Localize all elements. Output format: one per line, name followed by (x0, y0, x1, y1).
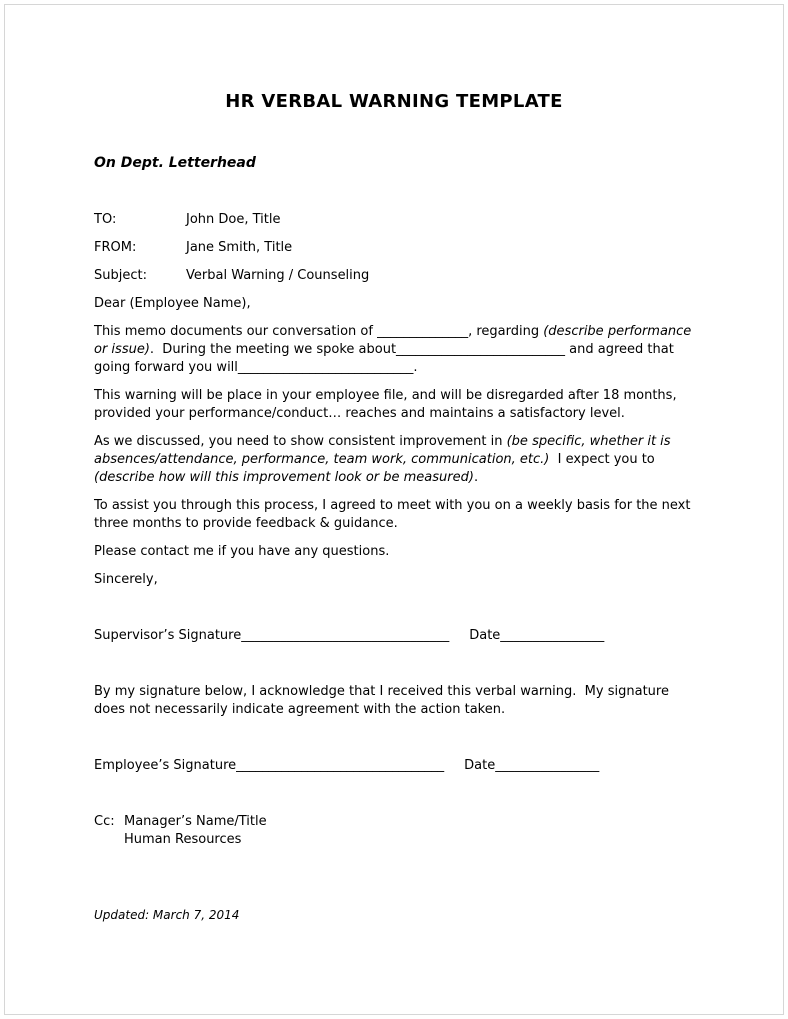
subject-value: Verbal Warning / Counseling (186, 268, 370, 283)
paragraph-conversation (94, 323, 694, 377)
italic-instruction: (describe how will this improvement look or be measured) (94, 470, 474, 485)
supervisor-signature-line: ________________________________ (241, 628, 450, 643)
cc-recipient-manager: Manager’s Name/Title (124, 814, 267, 829)
memo-to-row (94, 211, 694, 229)
page-frame (4, 4, 784, 1015)
supervisor-signature-row (94, 627, 694, 645)
salutation: Dear (Employee Name), (94, 296, 251, 311)
from-label: FROM: (94, 240, 137, 255)
text-segment: . (473, 470, 479, 485)
text-segment: This memo documents our conversation of ______________, regarding (94, 324, 544, 339)
document-title: HR VERBAL WARNING TEMPLATE (225, 91, 563, 112)
memo-subject-row (94, 267, 694, 285)
employee-signature-label: Employee’s Signature (94, 758, 237, 773)
paragraph-acknowledgment: By my signature below, I acknowledge that I received this verbal warning. My signature does not necessarily indicate agreement with the action taken. (94, 684, 674, 717)
cc-recipient-hr: Human Resources (124, 832, 242, 847)
employee-date-label: Date (464, 758, 496, 773)
employee-signature-row (94, 757, 694, 775)
letterhead-note: On Dept. Letterhead (94, 155, 256, 171)
cc-label: Cc: (94, 814, 115, 829)
from-value: Jane Smith, Title (186, 240, 293, 255)
italic-instruction: (be specific, whether it is absences/attendance, performance, team work, communication, etc.) (94, 434, 675, 467)
employee-signature-line: ________________________________ (236, 758, 445, 773)
supervisor-signature-label: Supervisor’s Signature (94, 628, 242, 643)
supervisor-date-label: Date (469, 628, 501, 643)
cc-recipients (124, 813, 267, 849)
closing: Sincerely, (94, 572, 158, 587)
paragraph-file-warning: This warning will be place in your employee file, and will be disregarded after 18 months, provided your performance/conduct… reaches and maintains a satisfactory level. (94, 388, 677, 421)
subject-label: Subject: (94, 268, 147, 283)
text-segment: As we discussed, you need to show consistent improvement in (94, 434, 507, 449)
text-segment: . During the meeting we spoke about__________________________ and agreed that going forward you will___________________________. (94, 342, 678, 375)
paragraph-improvement (94, 433, 694, 487)
to-value: John Doe, Title (186, 212, 281, 227)
memo-from-row (94, 239, 694, 257)
italic-instruction: (describe performance or issue) (94, 324, 696, 357)
paragraph-contact: Please contact me if you have any questions. (94, 544, 390, 559)
cc-block (94, 813, 694, 849)
paragraph-assist: To assist you through this process, I agreed to meet with you on a weekly basis for the next three months to provide feedback & guidance. (94, 498, 691, 531)
to-label: TO: (94, 212, 117, 227)
text-segment: I expect you to (549, 452, 659, 467)
updated-date-note: Updated: March 7, 2014 (94, 908, 240, 922)
supervisor-date-line: ________________ (500, 628, 605, 643)
employee-date-line: ________________ (495, 758, 600, 773)
